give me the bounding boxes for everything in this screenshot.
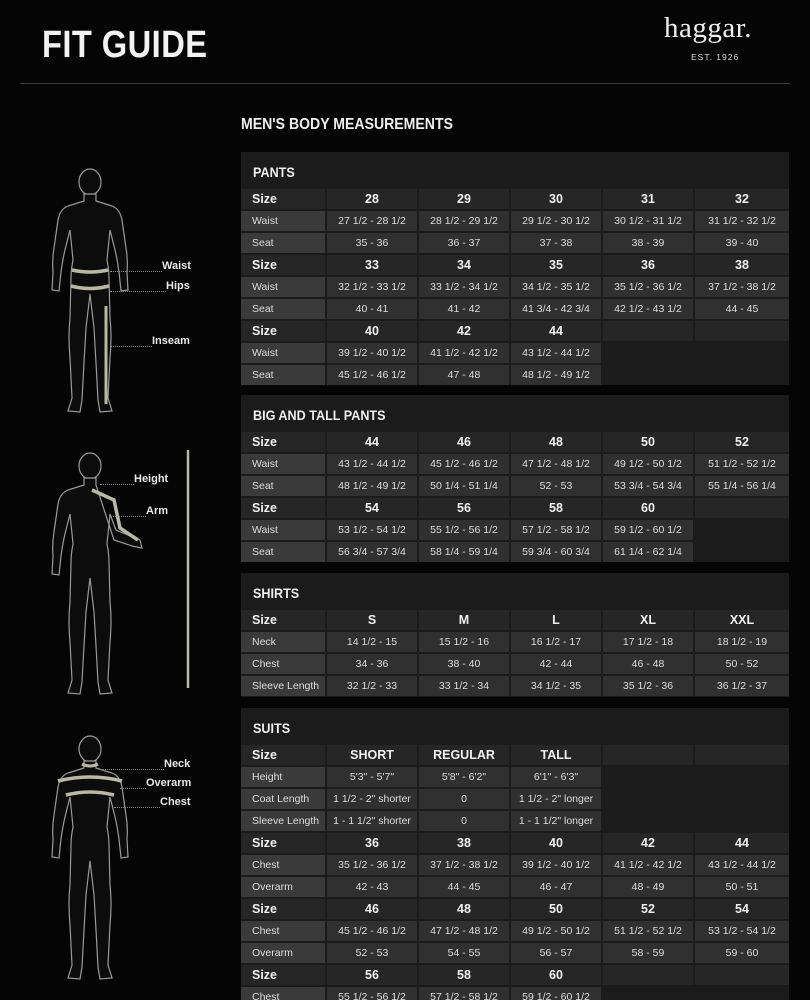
table-cell: 58 1/4 - 59 1/4 (419, 542, 509, 562)
empty-cell (695, 520, 789, 540)
table-cell: 46 - 48 (603, 654, 693, 674)
size-cell: 30 (511, 189, 601, 209)
size-cell: 44 (327, 432, 417, 452)
row-label: Chest (241, 987, 325, 1000)
size-header-row (241, 964, 789, 986)
table-row (241, 766, 789, 788)
empty-cell (603, 767, 693, 787)
table-cell: 41 1/2 - 42 1/2 (603, 855, 693, 875)
table-cell: 59 3/4 - 60 3/4 (511, 542, 601, 562)
size-cell: 56 (327, 965, 417, 985)
empty-cell (695, 789, 789, 809)
table-cell: 53 3/4 - 54 3/4 (603, 476, 693, 496)
table-cell: 30 1/2 - 31 1/2 (603, 211, 693, 231)
size-cell: 52 (695, 432, 789, 452)
table-cell: 44 - 45 (419, 877, 509, 897)
table-cell: 33 1/2 - 34 1/2 (419, 277, 509, 297)
size-header-row (241, 320, 789, 342)
size-cell: 60 (511, 965, 601, 985)
hips-leader (110, 291, 166, 292)
table-cell: 0 (419, 811, 509, 831)
size-cell: 40 (327, 321, 417, 341)
arm-leader (110, 516, 146, 517)
table-cell: 35 1/2 - 36 1/2 (327, 855, 417, 875)
page-title: FIT GUIDE (42, 24, 208, 66)
table-row (241, 986, 789, 1000)
table-cell: 47 1/2 - 48 1/2 (511, 454, 601, 474)
size-cell: 38 (695, 255, 789, 275)
empty-cell (695, 498, 789, 518)
suits-table (241, 708, 789, 1000)
table-cell: 32 1/2 - 33 1/2 (327, 277, 417, 297)
table-cell: 38 - 40 (419, 654, 509, 674)
inseam-label: Inseam (152, 335, 190, 347)
table-cell: 5'3" - 5'7" (327, 767, 417, 787)
waist-label: Waist (162, 260, 191, 272)
neck-label: Neck (164, 758, 191, 770)
table-row (241, 920, 789, 942)
table-cell: 58 - 59 (603, 943, 693, 963)
row-label: Seat (241, 233, 325, 253)
empty-cell (603, 321, 693, 341)
size-cell: 40 (511, 833, 601, 853)
table-cell: 46 - 47 (511, 877, 601, 897)
size-cell: XXL (695, 610, 789, 630)
table-cell: 29 1/2 - 30 1/2 (511, 211, 601, 231)
size-cell: 58 (511, 498, 601, 518)
size-cell: 32 (695, 189, 789, 209)
row-label: Size (241, 965, 325, 985)
table-title: SHIRTS (253, 585, 300, 601)
table-cell: 41 3/4 - 42 3/4 (511, 299, 601, 319)
table-cell: 50 - 51 (695, 877, 789, 897)
size-cell: REGULAR (419, 745, 509, 765)
table-cell: 1 - 1 1/2" longer (511, 811, 601, 831)
size-cell: SHORT (327, 745, 417, 765)
table-cell: 31 1/2 - 32 1/2 (695, 211, 789, 231)
table-cell: 45 1/2 - 46 1/2 (327, 921, 417, 941)
table-title: SUITS (253, 720, 291, 736)
table-cell: 55 1/2 - 56 1/2 (419, 520, 509, 540)
row-label: Size (241, 745, 325, 765)
table-cell: 52 - 53 (511, 476, 601, 496)
row-label: Waist (241, 520, 325, 540)
row-label: Waist (241, 277, 325, 297)
table-row (241, 788, 789, 810)
size-cell: 60 (603, 498, 693, 518)
height-leader (100, 484, 134, 485)
table-cell: 0 (419, 789, 509, 809)
table-cell: 51 1/2 - 52 1/2 (603, 921, 693, 941)
chest-label: Chest (160, 796, 191, 808)
row-label: Seat (241, 542, 325, 562)
table-row (241, 232, 789, 254)
size-cell: 33 (327, 255, 417, 275)
size-cell: M (419, 610, 509, 630)
big-and-tall-pants-table (241, 395, 789, 562)
table-row (241, 364, 789, 386)
table-cell: 49 1/2 - 50 1/2 (603, 454, 693, 474)
size-cell: 28 (327, 189, 417, 209)
table-cell: 27 1/2 - 28 1/2 (327, 211, 417, 231)
table-cell: 59 1/2 - 60 1/2 (511, 987, 601, 1000)
table-cell: 51 1/2 - 52 1/2 (695, 454, 789, 474)
size-header-row (241, 744, 789, 766)
table-row (241, 653, 789, 675)
row-label: Height (241, 767, 325, 787)
table-cell: 35 - 36 (327, 233, 417, 253)
row-label: Chest (241, 654, 325, 674)
table-cell: 50 1/4 - 51 1/4 (419, 476, 509, 496)
size-cell: 38 (419, 833, 509, 853)
size-cell: XL (603, 610, 693, 630)
row-label: Coat Length (241, 789, 325, 809)
table-cell: 59 1/2 - 60 1/2 (603, 520, 693, 540)
waist-leader (110, 271, 162, 272)
size-header-row (241, 609, 789, 631)
table-row (241, 942, 789, 964)
size-cell: 48 (511, 432, 601, 452)
row-label: Size (241, 189, 325, 209)
row-label: Size (241, 610, 325, 630)
row-label: Size (241, 321, 325, 341)
size-header-row (241, 497, 789, 519)
table-title: PANTS (253, 164, 295, 180)
table-row (241, 810, 789, 832)
table-cell: 18 1/2 - 19 (695, 632, 789, 652)
empty-cell (695, 321, 789, 341)
table-row (241, 854, 789, 876)
empty-cell (695, 542, 789, 562)
table-row (241, 298, 789, 320)
row-label: Chest (241, 921, 325, 941)
table-row (241, 453, 789, 475)
table-cell: 33 1/2 - 34 (419, 676, 509, 696)
shirts-body-figure (40, 448, 200, 708)
empty-cell (695, 811, 789, 831)
empty-cell (695, 987, 789, 1000)
row-label: Seat (241, 365, 325, 385)
suits-body-figure (40, 733, 150, 995)
size-header-row (241, 898, 789, 920)
table-cell: 61 1/4 - 62 1/4 (603, 542, 693, 562)
table-cell: 55 1/4 - 56 1/4 (695, 476, 789, 496)
inseam-leader (110, 346, 152, 347)
table-cell: 1 1/2 - 2" shorter (327, 789, 417, 809)
size-cell: 29 (419, 189, 509, 209)
table-cell: 36 1/2 - 37 (695, 676, 789, 696)
table-cell: 57 1/2 - 58 1/2 (419, 987, 509, 1000)
overarm-label: Overarm (146, 777, 192, 789)
size-header-row (241, 832, 789, 854)
brand-logo: haggar. (664, 12, 753, 44)
size-cell: S (327, 610, 417, 630)
table-cell: 59 - 60 (695, 943, 789, 963)
table-cell: 56 3/4 - 57 3/4 (327, 542, 417, 562)
table-cell: 45 1/2 - 46 1/2 (327, 365, 417, 385)
table-cell: 47 1/2 - 48 1/2 (419, 921, 509, 941)
size-cell: 36 (327, 833, 417, 853)
table-row (241, 276, 789, 298)
size-cell: L (511, 610, 601, 630)
table-row (241, 631, 789, 653)
empty-cell (603, 965, 693, 985)
row-label: Neck (241, 632, 325, 652)
size-cell: 44 (511, 321, 601, 341)
row-label: Overarm (241, 877, 325, 897)
empty-cell (695, 745, 789, 765)
arm-label: Arm (146, 505, 169, 517)
brand-established: EST. 1926 (691, 52, 740, 62)
table-cell: 53 1/2 - 54 1/2 (327, 520, 417, 540)
section-subtitle: MEN'S BODY MEASUREMENTS (241, 116, 453, 133)
row-label: Size (241, 255, 325, 275)
table-cell: 38 - 39 (603, 233, 693, 253)
table-cell: 41 - 42 (419, 299, 509, 319)
size-cell: 54 (695, 899, 789, 919)
table-cell: 1 - 1 1/2" shorter (327, 811, 417, 831)
table-cell: 43 1/2 - 44 1/2 (695, 855, 789, 875)
size-cell: 58 (419, 965, 509, 985)
table-cell: 28 1/2 - 29 1/2 (419, 211, 509, 231)
size-cell: 42 (603, 833, 693, 853)
empty-cell (603, 365, 693, 385)
table-cell: 34 1/2 - 35 1/2 (511, 277, 601, 297)
table-cell: 36 - 37 (419, 233, 509, 253)
size-header-row (241, 254, 789, 276)
size-cell: 44 (695, 833, 789, 853)
table-cell: 37 - 38 (511, 233, 601, 253)
empty-cell (603, 811, 693, 831)
row-label: Waist (241, 454, 325, 474)
table-cell: 52 - 53 (327, 943, 417, 963)
table-title: BIG AND TALL PANTS (253, 407, 386, 423)
size-cell: 46 (327, 899, 417, 919)
table-cell: 35 1/2 - 36 (603, 676, 693, 696)
table-cell: 48 - 49 (603, 877, 693, 897)
table-cell: 49 1/2 - 50 1/2 (511, 921, 601, 941)
table-cell: 39 1/2 - 40 1/2 (327, 343, 417, 363)
empty-cell (695, 767, 789, 787)
row-label: Size (241, 432, 325, 452)
row-label: Seat (241, 299, 325, 319)
table-cell: 1 1/2 - 2" longer (511, 789, 601, 809)
table-cell: 48 1/2 - 49 1/2 (327, 476, 417, 496)
hips-label: Hips (166, 280, 190, 292)
size-cell: 35 (511, 255, 601, 275)
table-row (241, 519, 789, 541)
table-cell: 40 - 41 (327, 299, 417, 319)
size-cell: 46 (419, 432, 509, 452)
table-row (241, 475, 789, 497)
size-cell: 48 (419, 899, 509, 919)
size-cell: 50 (511, 899, 601, 919)
table-cell: 34 - 36 (327, 654, 417, 674)
size-cell: 54 (327, 498, 417, 518)
table-cell: 39 - 40 (695, 233, 789, 253)
empty-cell (695, 965, 789, 985)
neck-leader (100, 769, 164, 770)
table-cell: 50 - 52 (695, 654, 789, 674)
header-divider (20, 83, 790, 84)
size-header-row (241, 188, 789, 210)
size-cell: 52 (603, 899, 693, 919)
table-cell: 37 1/2 - 38 1/2 (695, 277, 789, 297)
table-cell: 5'8" - 6'2" (419, 767, 509, 787)
table-cell: 39 1/2 - 40 1/2 (511, 855, 601, 875)
row-label: Size (241, 899, 325, 919)
pants-table (241, 152, 789, 385)
row-label: Seat (241, 476, 325, 496)
chest-leader (114, 807, 160, 808)
table-cell: 14 1/2 - 15 (327, 632, 417, 652)
row-label: Chest (241, 855, 325, 875)
table-cell: 6'1" - 6'3" (511, 767, 601, 787)
table-cell: 54 - 55 (419, 943, 509, 963)
table-cell: 37 1/2 - 38 1/2 (419, 855, 509, 875)
row-label: Size (241, 498, 325, 518)
table-row (241, 876, 789, 898)
table-cell: 42 1/2 - 43 1/2 (603, 299, 693, 319)
table-cell: 41 1/2 - 42 1/2 (419, 343, 509, 363)
table-cell: 16 1/2 - 17 (511, 632, 601, 652)
table-cell: 17 1/2 - 18 (603, 632, 693, 652)
table-cell: 34 1/2 - 35 (511, 676, 601, 696)
table-cell: 53 1/2 - 54 1/2 (695, 921, 789, 941)
size-cell: 31 (603, 189, 693, 209)
overarm-leader (120, 788, 146, 789)
table-cell: 44 - 45 (695, 299, 789, 319)
size-cell: 34 (419, 255, 509, 275)
table-row (241, 342, 789, 364)
table-cell: 32 1/2 - 33 (327, 676, 417, 696)
shirts-table (241, 573, 789, 697)
empty-cell (695, 365, 789, 385)
table-cell: 56 - 57 (511, 943, 601, 963)
empty-cell (603, 987, 693, 1000)
table-cell: 45 1/2 - 46 1/2 (419, 454, 509, 474)
row-label: Overarm (241, 943, 325, 963)
table-cell: 43 1/2 - 44 1/2 (327, 454, 417, 474)
table-cell: 43 1/2 - 44 1/2 (511, 343, 601, 363)
height-label: Height (134, 473, 169, 485)
table-cell: 42 - 43 (327, 877, 417, 897)
empty-cell (695, 343, 789, 363)
size-cell: 50 (603, 432, 693, 452)
empty-cell (603, 745, 693, 765)
row-label: Sleeve Length (241, 676, 325, 696)
table-cell: 42 - 44 (511, 654, 601, 674)
table-cell: 47 - 48 (419, 365, 509, 385)
size-cell: 36 (603, 255, 693, 275)
table-row (241, 541, 789, 563)
table-cell: 57 1/2 - 58 1/2 (511, 520, 601, 540)
row-label: Sleeve Length (241, 811, 325, 831)
size-cell: 56 (419, 498, 509, 518)
size-cell: TALL (511, 745, 601, 765)
table-cell: 55 1/2 - 56 1/2 (327, 987, 417, 1000)
empty-cell (603, 343, 693, 363)
row-label: Waist (241, 343, 325, 363)
table-cell: 48 1/2 - 49 1/2 (511, 365, 601, 385)
table-row (241, 210, 789, 232)
pants-body-figure (40, 168, 150, 428)
size-header-row (241, 431, 789, 453)
row-label: Waist (241, 211, 325, 231)
table-cell: 35 1/2 - 36 1/2 (603, 277, 693, 297)
size-cell: 42 (419, 321, 509, 341)
empty-cell (603, 789, 693, 809)
table-cell: 15 1/2 - 16 (419, 632, 509, 652)
table-row (241, 675, 789, 697)
row-label: Size (241, 833, 325, 853)
